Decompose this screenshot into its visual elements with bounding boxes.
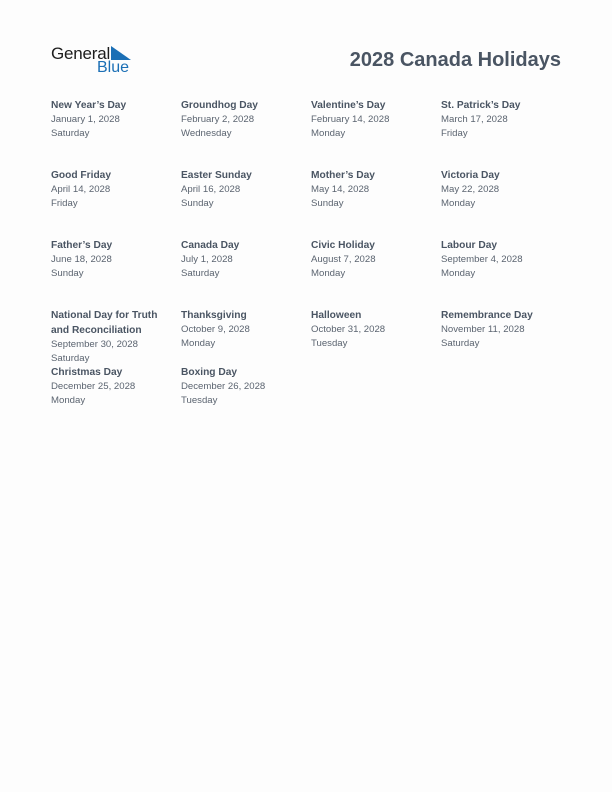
holiday-weekday: Monday: [51, 394, 86, 406]
holiday-name: Remembrance Day: [441, 310, 533, 321]
holiday-name: Halloween: [311, 310, 362, 321]
holiday-entry: [181, 98, 311, 168]
holidays-grid: [51, 98, 571, 435]
holiday-entry: [311, 98, 441, 168]
holiday-entry: [51, 365, 181, 435]
holiday-entry: [181, 308, 311, 365]
holiday-date: January 1, 2028: [51, 114, 120, 125]
holiday-name: Boxing Day: [181, 367, 238, 379]
holiday-entry: [311, 168, 441, 238]
holiday-name: New Year’s Day: [51, 100, 127, 111]
holiday-date: October 9, 2028: [181, 324, 250, 335]
holiday-date: May 22, 2028: [441, 184, 500, 195]
holiday-date: July 1, 2028: [181, 254, 233, 265]
holiday-name: Canada Day: [181, 240, 240, 251]
holiday-weekday: Saturday: [441, 337, 480, 349]
holiday-weekday: Monday: [181, 337, 216, 349]
holiday-entry: [51, 98, 181, 168]
holiday-date: August 7, 2028: [311, 254, 376, 265]
holiday-name: Victoria Day: [441, 170, 500, 181]
holiday-weekday: Saturday: [51, 352, 90, 364]
holiday-date: June 18, 2028: [51, 254, 112, 265]
holiday-weekday: Tuesday: [181, 394, 218, 406]
holiday-date: December 26, 2028: [181, 381, 266, 393]
holiday-date: May 14, 2028: [311, 184, 370, 195]
holiday-date: November 11, 2028: [441, 324, 525, 335]
holiday-name: Valentine’s Day: [311, 100, 386, 111]
holiday-weekday: Sunday: [311, 197, 344, 209]
holiday-weekday: Monday: [441, 267, 476, 279]
holiday-weekday: Friday: [51, 197, 78, 209]
holiday-weekday: Saturday: [51, 127, 90, 139]
holiday-name: Father’s Day: [51, 240, 113, 251]
holiday-weekday: Sunday: [51, 267, 84, 279]
holiday-weekday: Friday: [441, 127, 468, 139]
holiday-name: National Day for Truth and Reconciliation: [51, 310, 158, 336]
holiday-entry: [441, 168, 571, 238]
holiday-entry: [311, 238, 441, 308]
holiday-date: April 16, 2028: [181, 184, 241, 195]
page-title: 2028 Canada Holidays: [349, 49, 561, 71]
holiday-name: Thanksgiving: [181, 310, 247, 321]
holiday-entry: [181, 365, 311, 435]
holiday-name: St. Patrick’s Day: [441, 100, 521, 111]
holiday-name: Labour Day: [441, 240, 498, 251]
holiday-entry: [51, 308, 181, 365]
holiday-weekday: Monday: [441, 197, 476, 209]
holiday-entry: [441, 238, 571, 308]
holiday-entry: [51, 168, 181, 238]
holiday-date: February 14, 2028: [311, 114, 390, 125]
holiday-date: February 2, 2028: [181, 114, 255, 125]
holiday-weekday: Monday: [311, 267, 346, 279]
holiday-entry: [311, 308, 441, 365]
holiday-date: March 17, 2028: [441, 114, 508, 125]
holiday-name: Easter Sunday: [181, 170, 252, 181]
holiday-weekday: Wednesday: [181, 127, 232, 139]
holiday-date: September 30, 2028: [51, 339, 138, 350]
holiday-name: Groundhog Day: [181, 100, 258, 111]
generalblue-logo: [51, 44, 141, 78]
logo-triangle-icon: [111, 46, 131, 60]
holiday-name: Good Friday: [51, 170, 111, 181]
holiday-weekday: Tuesday: [311, 337, 348, 349]
holiday-weekday: Monday: [311, 127, 346, 139]
holiday-name: Christmas Day: [51, 367, 123, 379]
holiday-entry: [181, 168, 311, 238]
logo-general-text: General: [51, 44, 111, 63]
holiday-weekday: Saturday: [181, 267, 220, 279]
holiday-entry: [441, 98, 571, 168]
holiday-name: Mother’s Day: [311, 170, 375, 181]
holiday-date: December 25, 2028: [51, 381, 136, 393]
holiday-entry: [181, 238, 311, 308]
holiday-entry: [441, 308, 571, 365]
holiday-entry: [51, 238, 181, 308]
holiday-date: September 4, 2028: [441, 254, 523, 265]
holiday-name: Civic Holiday: [311, 240, 375, 251]
holiday-date: October 31, 2028: [311, 324, 386, 335]
logo-blue-text: Blue: [97, 59, 130, 76]
holiday-date: April 14, 2028: [51, 184, 111, 195]
holiday-weekday: Sunday: [181, 197, 214, 209]
